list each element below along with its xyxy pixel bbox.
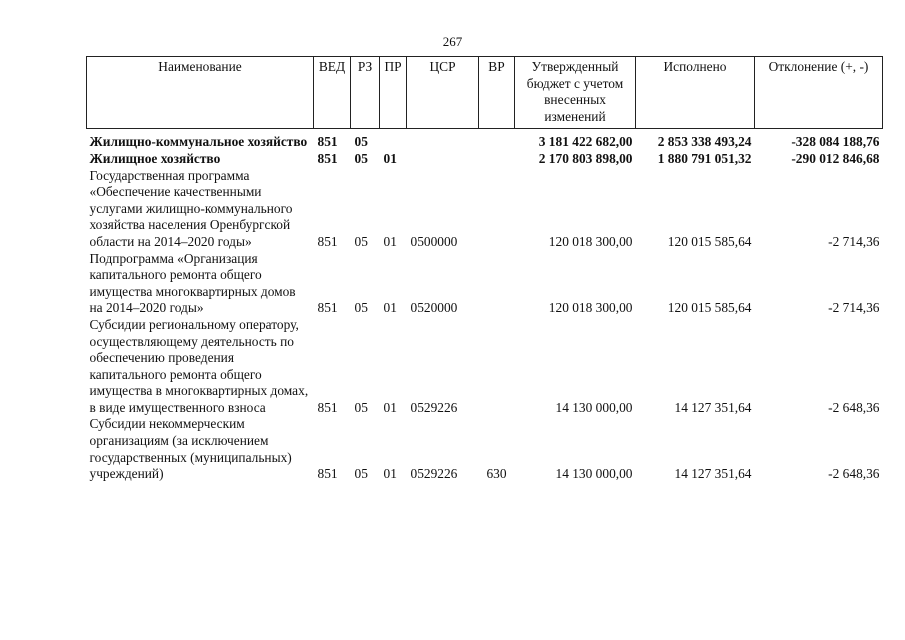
page-number: 267 xyxy=(442,34,463,49)
row-vr xyxy=(479,129,515,151)
row-name: Подпрограмма «Организация капитального ремонта общего имущества многоквартирных домов на 2014–2020 годы» xyxy=(89,250,296,316)
row-deviation: -2 648,36 xyxy=(828,466,880,482)
row-approved: 14 130 000,00 xyxy=(555,466,633,482)
row-rz: 05 xyxy=(354,399,368,415)
row-csr xyxy=(407,151,479,168)
row-csr xyxy=(407,129,479,151)
row-executed: 1 880 791 051,32 xyxy=(657,150,752,166)
row-pr: 01 xyxy=(383,466,397,482)
header-approved: Утвержденный бюджет с учетом внесенных изменений xyxy=(515,57,636,129)
header-pr: ПР xyxy=(380,57,407,129)
row-approved: 14 130 000,00 xyxy=(555,399,633,415)
row-ved: 851 xyxy=(317,466,338,482)
row-executed: 2 853 338 493,24 xyxy=(657,134,752,150)
row-pr xyxy=(380,129,407,151)
row-executed: 14 127 351,64 xyxy=(674,466,752,482)
row-csr: 0529226 xyxy=(410,466,458,482)
row-rz: 05 xyxy=(354,466,368,482)
header-vr: ВР xyxy=(479,57,515,129)
table-row xyxy=(87,317,883,417)
row-vr xyxy=(479,251,515,317)
row-ved: 851 xyxy=(317,233,338,249)
row-rz: 05 xyxy=(354,300,368,316)
header-rz: РЗ xyxy=(351,57,380,129)
row-ved: 851 xyxy=(317,399,338,415)
row-deviation: -290 012 846,68 xyxy=(791,150,880,166)
row-pr: 01 xyxy=(383,300,397,316)
table-row xyxy=(87,416,883,482)
row-deviation: -328 084 188,76 xyxy=(791,134,880,150)
header-executed: Исполнено xyxy=(636,57,755,129)
row-ved: 851 xyxy=(317,300,338,316)
row-rz: 05 xyxy=(354,150,368,166)
table-row xyxy=(87,151,883,168)
header-ved: ВЕД xyxy=(314,57,351,129)
row-name: Субсидии региональному оператору, осуществляющему деятельность по обеспечению проведения капитального ремонта общего имущества в многоквартирных домах, в виде имущественного взноса xyxy=(89,316,309,415)
row-deviation: -2 714,36 xyxy=(828,300,880,316)
row-executed: 120 015 585,64 xyxy=(667,300,752,316)
row-pr: 01 xyxy=(383,399,397,415)
row-csr: 0529226 xyxy=(410,399,458,415)
row-csr: 0520000 xyxy=(410,300,458,316)
table-row xyxy=(87,251,883,317)
row-rz: 05 xyxy=(354,134,368,150)
row-name: Государственная программа «Обеспечение качественными услугами жилищно-коммунального хозяйства населения Оренбургской области на 2014–2020 годы» xyxy=(89,167,293,249)
budget-table xyxy=(86,56,883,483)
row-deviation: -2 648,36 xyxy=(828,399,880,415)
header-deviation: Отклонение (+, -) xyxy=(755,57,883,129)
row-name: Жилищно-коммунальное хозяйство xyxy=(89,134,308,150)
row-approved: 120 018 300,00 xyxy=(548,233,633,249)
row-pr: 01 xyxy=(383,233,397,249)
row-approved: 120 018 300,00 xyxy=(548,300,633,316)
row-pr: 01 xyxy=(383,150,397,166)
row-name: Жилищное хозяйство xyxy=(89,150,221,166)
row-csr: 0500000 xyxy=(410,233,458,249)
row-rz: 05 xyxy=(354,233,368,249)
row-deviation: -2 714,36 xyxy=(828,233,880,249)
row-approved: 2 170 803 898,00 xyxy=(538,150,633,166)
table-body xyxy=(87,129,883,483)
row-vr xyxy=(479,317,515,417)
row-ved: 851 xyxy=(317,150,338,166)
table-header xyxy=(87,57,883,129)
row-vr xyxy=(479,168,515,251)
row-ved: 851 xyxy=(317,134,338,150)
header-name: Наименование xyxy=(87,57,314,129)
header-csr: ЦСР xyxy=(407,57,479,129)
row-vr: 630 xyxy=(486,466,507,482)
table-row xyxy=(87,129,883,151)
row-executed: 120 015 585,64 xyxy=(667,233,752,249)
row-executed: 14 127 351,64 xyxy=(674,399,752,415)
row-vr xyxy=(479,151,515,168)
table-row xyxy=(87,168,883,251)
row-approved: 3 181 422 682,00 xyxy=(538,134,633,150)
row-name: Субсидии некоммерческим организациям (за исключением государственных (муниципальных) учреждений) xyxy=(89,416,292,482)
